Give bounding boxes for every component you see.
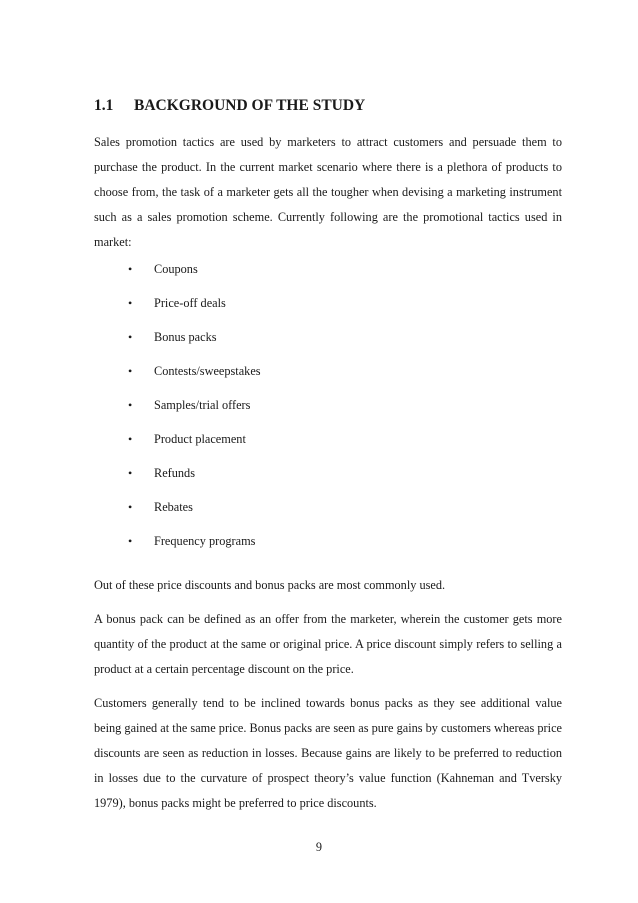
list-item-label: Samples/trial offers [154, 398, 251, 412]
bullet-icon: • [128, 500, 133, 514]
intro-paragraph: Sales promotion tactics are used by marketers to attract customers and persuade them to purchase the product. In the current market scenario where there is a plethora of products to choose from, the task of a marketer gets all the tougher when devising a marketing instrument such as a sales promotion scheme. Currently following are the promotional tactics used in market: [94, 135, 562, 249]
bullet-icon: • [128, 296, 133, 310]
section-title: BACKGROUND OF THE STUDY [134, 97, 366, 114]
list-item-label: Refunds [154, 466, 195, 480]
bullet-icon: • [128, 398, 133, 412]
list-item-label: Product placement [154, 432, 246, 446]
page-number: 9 [315, 840, 323, 854]
list-item-label: Bonus packs [154, 330, 217, 344]
preference-paragraph: Customers generally tend to be inclined towards bonus packs as they see additional value being gained at the same price. Bonus packs are seen as pure gains by customers whereas price discounts are seen as reduction in losses. Because gains are likely to be preferred to reduction in losses due to the curvature of prospect theory’s value function (Kahneman and Tversky 1979), bonus packs might be preferred to price discounts. [94, 696, 562, 810]
list-item-label: Price-off deals [154, 296, 226, 310]
bullet-icon: • [128, 534, 133, 548]
bullet-icon: • [128, 466, 133, 480]
page-content [94, 96, 562, 825]
list-item [128, 533, 562, 567]
list-item [128, 329, 562, 363]
bullet-icon: • [128, 262, 133, 276]
bullet-icon: • [128, 432, 133, 446]
bullet-icon: • [128, 364, 133, 378]
list-item-label: Frequency programs [154, 534, 256, 548]
section-number: 1.1 [94, 97, 114, 114]
list-item-label: Coupons [154, 262, 198, 276]
list-item [128, 363, 562, 397]
list-item [128, 465, 562, 499]
list-item-label: Contests/sweepstakes [154, 364, 261, 378]
list-item [128, 499, 562, 533]
list-item [128, 397, 562, 431]
summary-paragraph: Out of these price discounts and bonus packs are most commonly used. [94, 578, 446, 592]
list-item-label: Rebates [154, 500, 193, 514]
bonus-pack-paragraph: A bonus pack can be defined as an offer from the marketer, wherein the customer gets more quantity of the product at the same or original price. A price discount simply refers to selling a product at a certain percentage discount on the price. [94, 612, 562, 676]
list-item [128, 295, 562, 329]
section-heading [94, 96, 562, 116]
list-item [128, 431, 562, 465]
list-item [128, 261, 562, 295]
tactics-list [94, 261, 562, 567]
bullet-icon: • [128, 330, 133, 344]
